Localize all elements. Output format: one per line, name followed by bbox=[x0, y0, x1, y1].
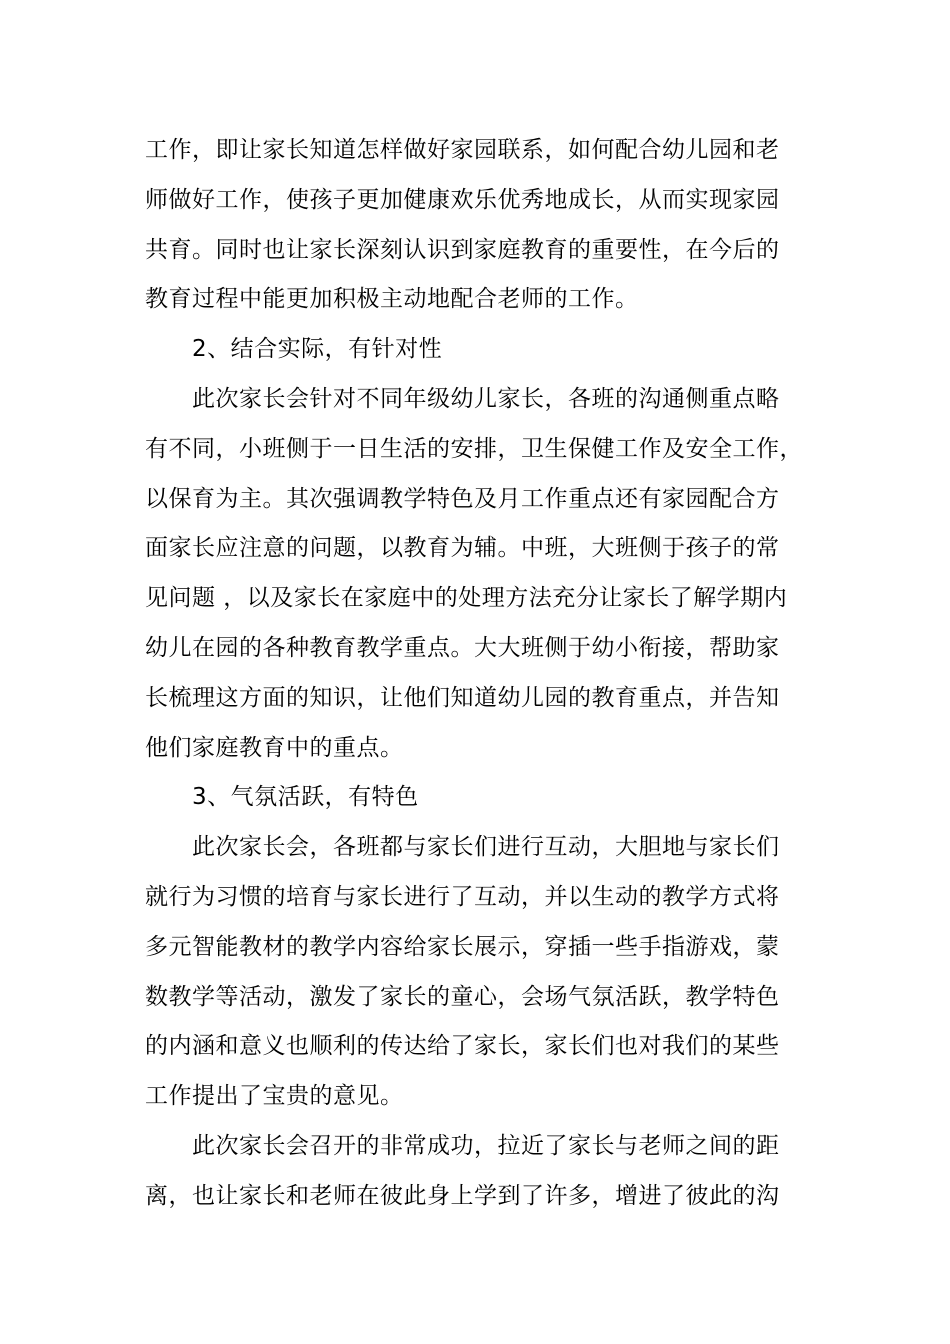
text-line: 此次家长会针对不同年级幼儿家长，各班的沟通侧重点略 bbox=[192, 385, 780, 412]
text-line: 面家长应注意的问题，以教育为辅。中班，大班侧于孩子的常 bbox=[145, 535, 780, 562]
text-line: 工作提出了宝贵的意见。 bbox=[145, 1083, 404, 1110]
text-line: 工作，即让家长知道怎样做好家园联系，如何配合幼儿园和老 bbox=[145, 137, 780, 163]
text-line: 此次家长会，各班都与家长们进行互动，大胆地与家长们 bbox=[192, 834, 780, 861]
body-text bbox=[145, 126, 825, 1222]
text-line: 共育。同时也让家长深刻认识到家庭教育的重要性，在今后的 bbox=[145, 236, 780, 263]
text-line: 长梳理这方面的知识，让他们知道幼儿园的教育重点，并告知 bbox=[145, 684, 780, 711]
section-heading: 3、气氛活跃，有特色 bbox=[192, 784, 419, 811]
text-line: 见问题 ，以及家长在家庭中的处理方法充分让家长了解学期内 bbox=[145, 585, 788, 612]
text-line: 离，也让家长和老师在彼此身上学到了许多，增进了彼此的沟 bbox=[145, 1182, 780, 1209]
text-line: 有不同，小班侧于一日生活的安排，卫生保健工作及安全工作， bbox=[145, 435, 803, 462]
text-line: 就行为习惯的培育与家长进行了互动，并以生动的教学方式将 bbox=[145, 883, 780, 910]
text-line: 的内涵和意义也顺利的传达给了家长，家长们也对我们的某些 bbox=[145, 1033, 780, 1060]
text-line: 他们家庭教育中的重点。 bbox=[145, 734, 404, 761]
text-line: 幼儿在园的各种教育教学重点。大大班侧于幼小衔接，帮助家 bbox=[145, 634, 780, 661]
text-line: 数教学等活动，激发了家长的童心，会场气氛活跃，教学特色 bbox=[145, 983, 780, 1010]
text-line: 以保育为主。其次强调教学特色及月工作重点还有家园配合方 bbox=[145, 485, 780, 512]
text-line: 师做好工作，使孩子更加健康欢乐优秀地成长，从而实现家园 bbox=[145, 186, 780, 213]
text-line: 多元智能教材的教学内容给家长展示，穿插一些手指游戏，蒙 bbox=[145, 933, 780, 960]
text-line: 教育过程中能更加积极主动地配合老师的工作。 bbox=[145, 286, 639, 313]
text-line: 此次家长会召开的非常成功，拉近了家长与老师之间的距 bbox=[192, 1132, 780, 1159]
section-heading: 2、结合实际，有针对性 bbox=[192, 336, 443, 363]
